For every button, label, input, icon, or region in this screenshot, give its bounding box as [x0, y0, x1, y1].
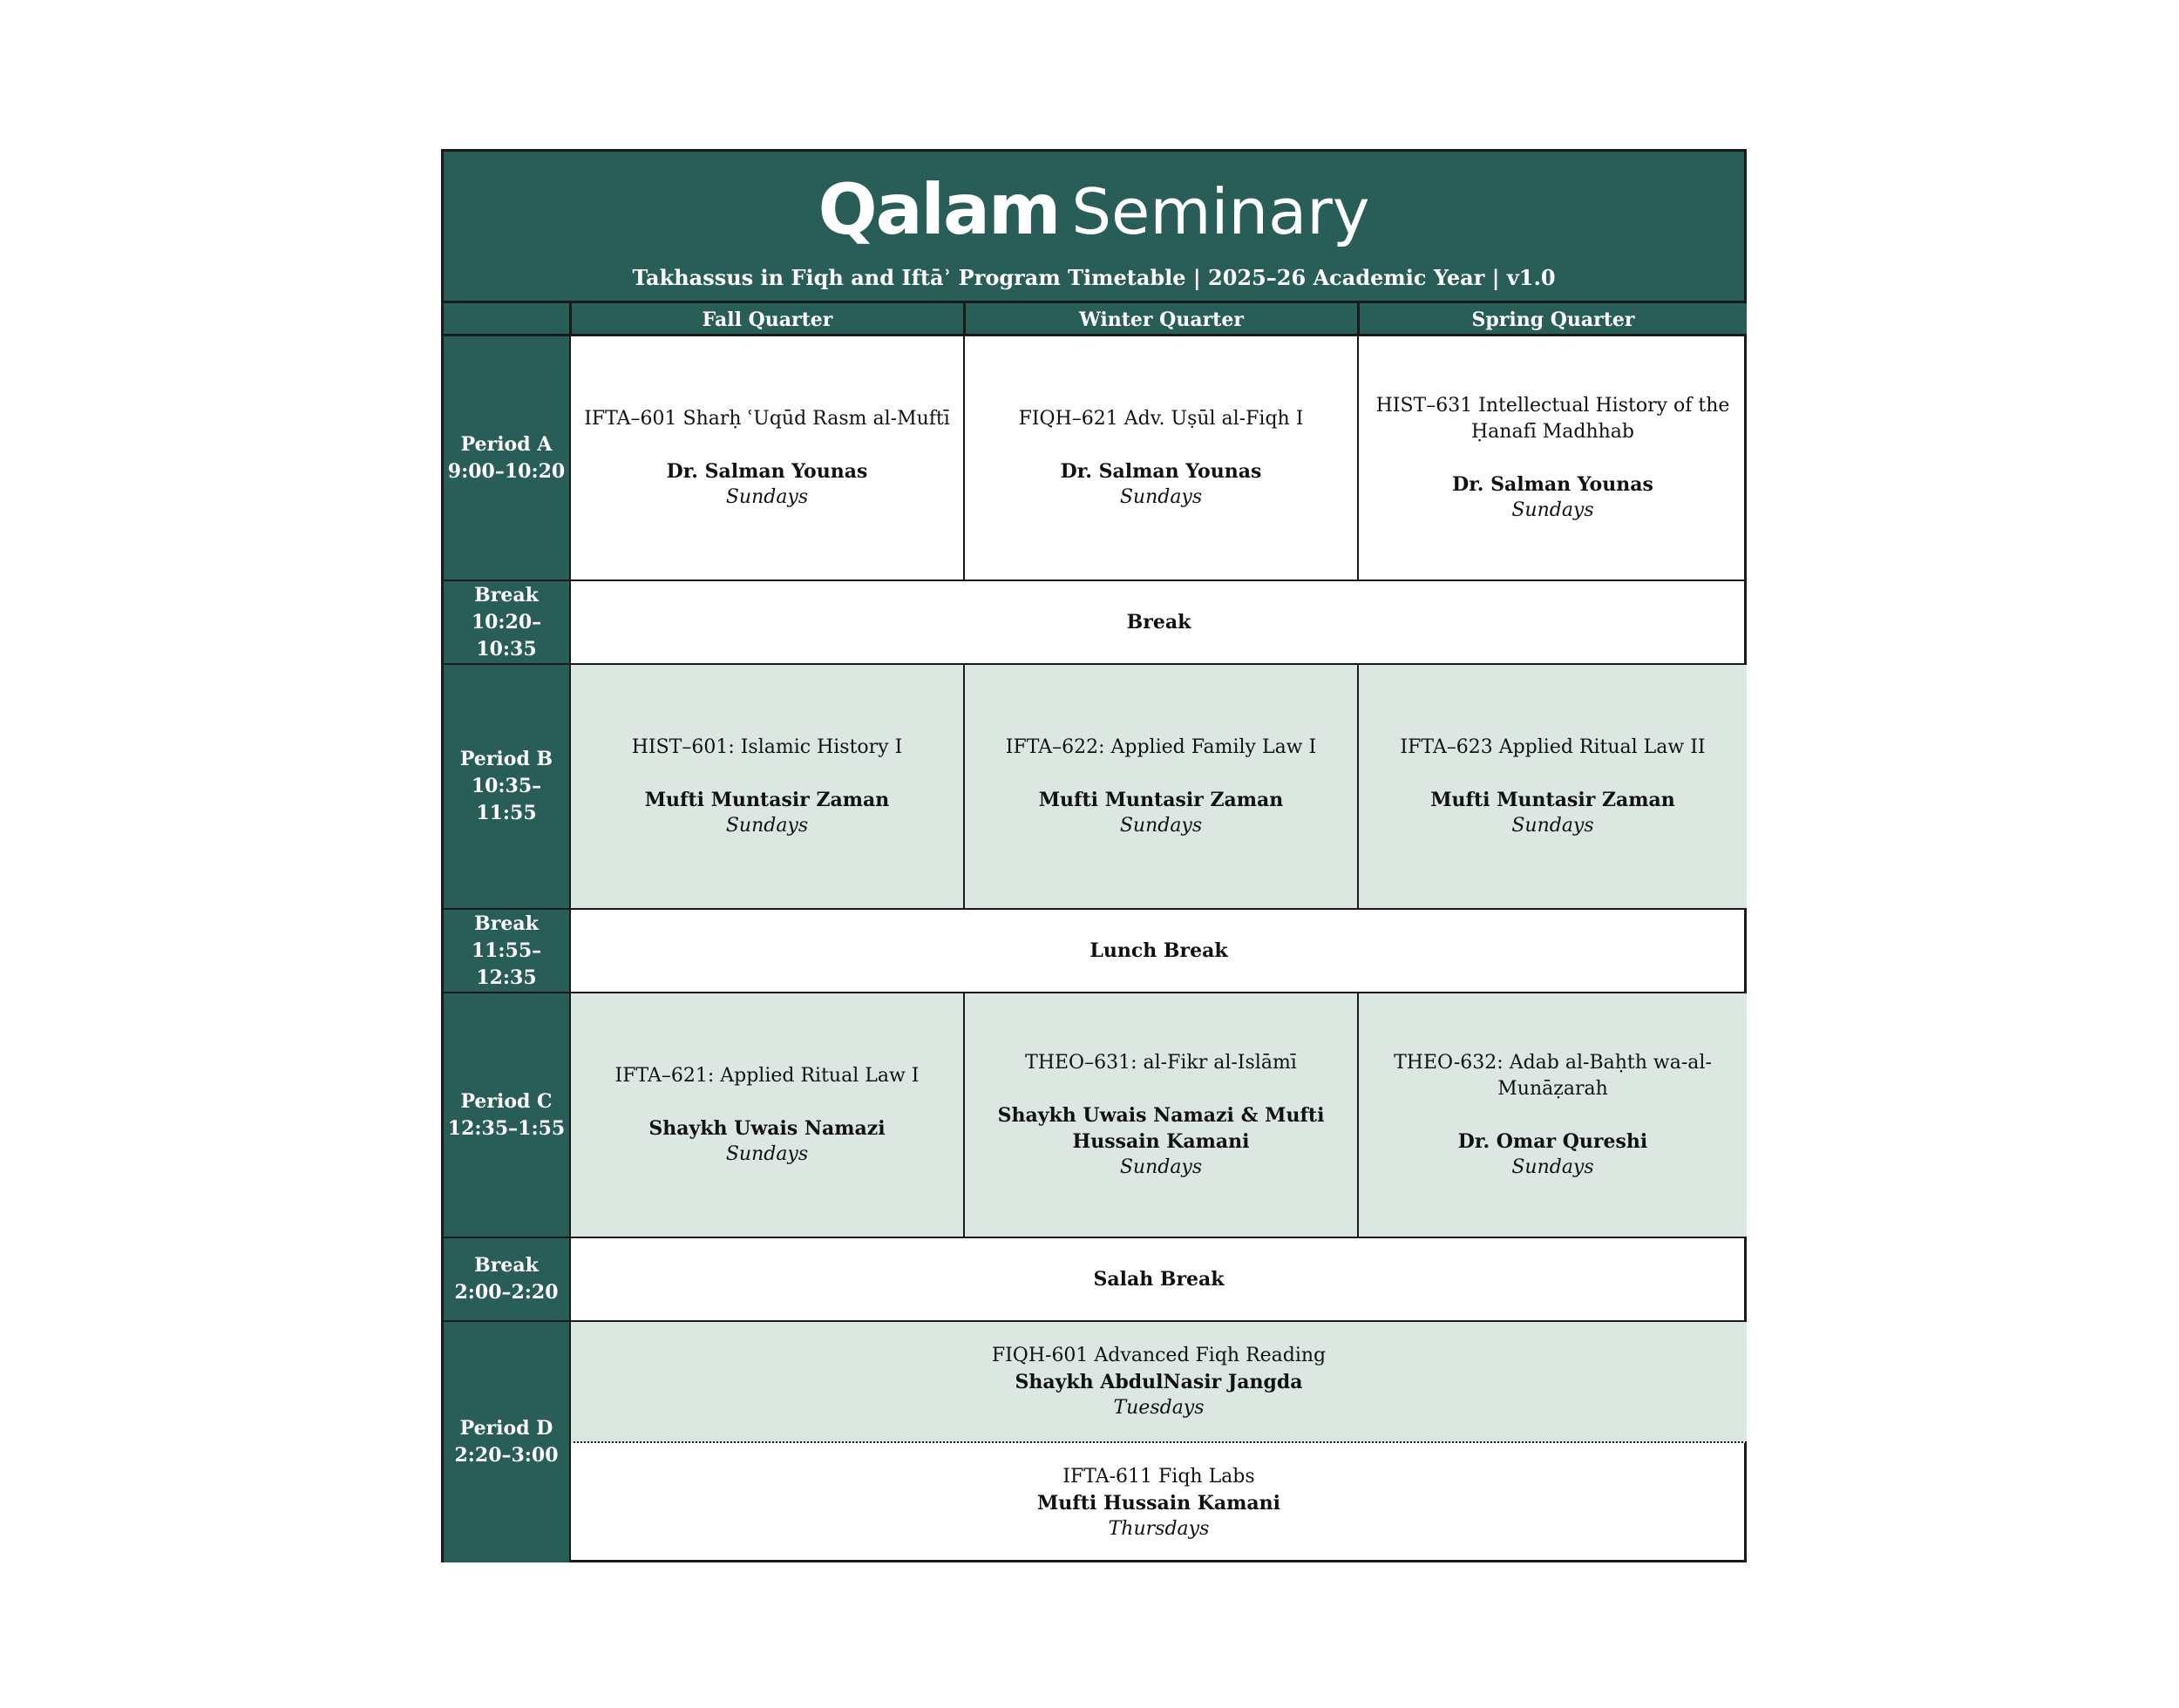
meeting-days: Sundays [1511, 1156, 1594, 1178]
course-cell [963, 993, 1357, 1238]
break-cell [569, 581, 1747, 665]
break-time: 11:55–12:35 [471, 939, 542, 989]
period-time: 9:00–10:20 [447, 459, 566, 483]
course-cell [569, 336, 963, 581]
break-text: Salah Break [1093, 1268, 1225, 1291]
break-label: Break [474, 583, 539, 607]
period-label: Period D [459, 1417, 553, 1440]
course-title: THEO–631: al-Fikr al-Islāmī [1025, 1051, 1297, 1074]
break-time: 2:00–2:20 [454, 1281, 559, 1304]
meeting-days: Thursdays [1108, 1517, 1210, 1540]
row-header-period-b [444, 665, 569, 910]
break-time: 10:20–10:35 [471, 610, 542, 661]
instructor-name: Dr. Salman Younas [1452, 472, 1653, 496]
course-cell [569, 993, 963, 1238]
column-header-winter: Winter Quarter [963, 303, 1357, 336]
lunch-break-cell [569, 910, 1747, 993]
course-title: HIST–631 Intellectual History of the Ḥanafī Madhhab [1375, 394, 1730, 443]
corner-header [444, 303, 569, 336]
course-cell [569, 1322, 1747, 1443]
row-header-break-3 [444, 1238, 569, 1322]
timetable [441, 149, 1747, 1562]
course-cell [569, 665, 963, 910]
period-time: 2:20–3:00 [454, 1444, 559, 1467]
qalam-seminary-logo [444, 169, 1744, 250]
period-time: 10:35–11:55 [471, 775, 542, 824]
instructor-name: Mufti Muntasir Zaman [1038, 788, 1284, 811]
meeting-days: Sundays [1119, 814, 1203, 837]
course-cell [1357, 665, 1747, 910]
meeting-days: Sundays [1119, 485, 1203, 508]
instructor-name: Dr. Omar Qureshi [1457, 1129, 1648, 1153]
meeting-days: Sundays [725, 814, 809, 837]
meeting-days: Sundays [725, 1142, 809, 1165]
meeting-days: Sundays [1119, 1156, 1203, 1178]
period-label: Period C [460, 1089, 553, 1113]
course-cell [963, 665, 1357, 910]
course-cell [963, 336, 1357, 581]
salah-break-cell [569, 1238, 1747, 1322]
instructor-name: Mufti Muntasir Zaman [1430, 788, 1675, 811]
instructor-name: Shaykh Uwais Namazi & Mufti Hussain Kamani [997, 1103, 1325, 1153]
meeting-days: Sundays [1511, 498, 1594, 521]
instructor-name: Mufti Hussain Kamani [1036, 1491, 1281, 1515]
timetable-subtitle: Takhassus in Fiqh and Iftāʾ Program Timetable | 2025–26 Academic Year | v1.0 [632, 265, 1556, 290]
row-header-break-1 [444, 581, 569, 665]
course-title: FIQH-601 Advanced Fiqh Reading [991, 1344, 1327, 1366]
course-title: IFTA–623 Applied Ritual Law II [1400, 735, 1706, 758]
meeting-days: Tuesdays [1113, 1396, 1205, 1419]
course-title: IFTA–622: Applied Family Law I [1005, 735, 1317, 758]
logo-brand: Qalam [818, 169, 1060, 250]
meeting-days: Sundays [725, 485, 809, 508]
period-label: Period A [460, 432, 553, 456]
course-title: FIQH–621 Adv. Uṣūl al-Fiqh I [1018, 407, 1304, 430]
instructor-name: Mufti Muntasir Zaman [644, 788, 890, 811]
logo-text: Seminary [1071, 175, 1370, 248]
break-label: Break [474, 1254, 539, 1277]
course-cell [1357, 336, 1747, 581]
course-cell [1357, 993, 1747, 1238]
instructor-name: Shaykh AbdulNasir Jangda [1015, 1370, 1303, 1393]
row-header-period-c [444, 993, 569, 1238]
column-header-spring: Spring Quarter [1357, 303, 1747, 336]
row-header-break-2 [444, 910, 569, 993]
course-title: IFTA-611 Fiqh Labs [1062, 1465, 1255, 1488]
row-header-period-a [444, 336, 569, 581]
course-title: IFTA–601 Sharḥ ʿUqūd Rasm al-Muftī [584, 407, 950, 430]
period-time: 12:35–1:55 [447, 1116, 566, 1140]
break-text: Lunch Break [1090, 939, 1228, 962]
course-title: HIST–601: Islamic History I [631, 735, 903, 758]
course-title: THEO-632: Adab al-Baḥth wa-al-Munāẓarah [1394, 1051, 1712, 1100]
meeting-days: Sundays [1511, 814, 1594, 837]
row-header-period-d [444, 1322, 569, 1562]
instructor-name: Shaykh Uwais Namazi [648, 1116, 886, 1140]
break-text: Break [1126, 611, 1191, 634]
course-cell [569, 1443, 1747, 1562]
course-title: IFTA–621: Applied Ritual Law I [614, 1064, 920, 1087]
column-header-fall: Fall Quarter [569, 303, 963, 336]
timetable-header [444, 152, 1744, 303]
period-label: Period B [459, 748, 553, 770]
instructor-name: Dr. Salman Younas [666, 459, 868, 483]
instructor-name: Dr. Salman Younas [1060, 459, 1262, 483]
break-label: Break [474, 912, 539, 935]
